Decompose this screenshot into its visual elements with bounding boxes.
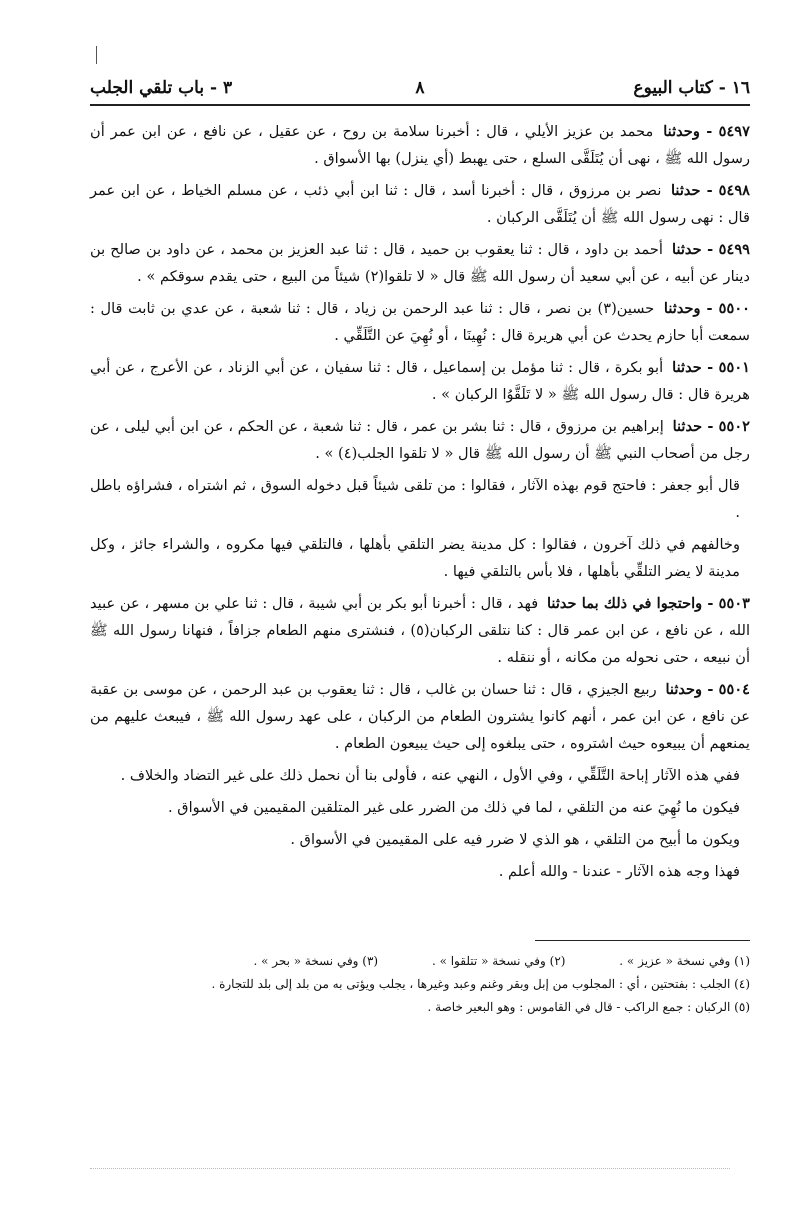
book-title: ١٦ - كتاب البيوع (633, 78, 750, 98)
hadith-number: ٥٤٩٧ - وحدثنا (663, 123, 750, 140)
hadith-5504 (90, 676, 750, 757)
hadith-text: فهد ، قال : أخبرنا أبو بكر بن أبي شيبة ، قال : ثنا علي بن مسهر ، عن عبيد الله ، عن نافع ، عن ابن عمر قال : كنا نتلقى الركبان(٥) ، فنشترى منهم الطعام جزافاً ، فنهانا رسول الله ﷺ أن نبيعه ، حتى نحوله من مكانه ، أو ننقله . (90, 595, 750, 666)
closing-paragraph: ويكون ما أبيح من التلقي ، هو الذي لا ضرر فيه على المقيمين في الأسواق . (290, 831, 740, 848)
footnote-3: (٣) وفي نسخة « بحر » . (253, 954, 379, 968)
hadith-number: ٥٥٠٣ - واحتجوا في ذلك بما حدثنا (546, 595, 751, 612)
hadith-5499 (90, 236, 750, 290)
hadith-number: ٥٥٠٠ - وحدثنا (663, 300, 750, 317)
hadith-text: أبو بكرة ، قال : ثنا مؤمل بن إسماعيل ، قال : ثنا سفيان ، عن أبي الزناد ، عن الأعرج ، عن أبي هريرة قال : قال رسول الله ﷺ « لا تَلَقَّوُا الركبان » . (90, 359, 750, 403)
hadith-number: ٥٥٠٢ - حدثنا (672, 418, 751, 435)
hadith-5497 (90, 118, 750, 172)
margin-mark (96, 46, 97, 64)
page-number: ٨ (415, 78, 425, 98)
hadith-5503 (90, 590, 750, 671)
hadith-number: ٥٥٠١ - حدثنا (672, 359, 751, 376)
hadith-text: أحمد بن داود ، قال : ثنا يعقوب بن حميد ، قال : ثنا عبد العزيز بن محمد ، عن داود بن صالح بن دينار عن أبيه ، عن أبي سعيد أن رسول الله ﷺ قال « لا تلقوا(٢) شيئاً من البيع ، حتى يقدم سوقكم » . (90, 241, 750, 285)
scan-edge (90, 1168, 730, 1169)
closing-paragraph: ففي هذه الآثار إباحة التَّلَقِّي ، وفي الأول ، النهي عنه ، فأولى بنا أن نحمل ذلك على غير التضاد والخلاف . (120, 767, 740, 784)
footnote-2: (٢) وفي نسخة « تتلقوا » . (431, 954, 566, 968)
hadith-5498 (90, 177, 750, 231)
hadith-text: إبراهيم بن مرزوق ، قال : ثنا بشر بن عمر ، قال : ثنا شعبة ، عن الحكم ، عن ابن أبي ليلى ، عن رجل من أصحاب النبي ﷺ أن رسول الله ﷺ قال « لا تلقوا الجلب(٤) » . (90, 418, 750, 462)
hadith-number: ٥٤٩٩ - حدثنا (672, 241, 751, 258)
closing-paragraph: فيكون ما نُهِيَ عنه من التلقي ، لما في ذلك من الضرر على غير المتلقين المقيمين في الأسواق . (168, 799, 740, 816)
footnotes (90, 950, 750, 1019)
hadith-text: ربيع الجيزي ، قال : ثنا حسان بن غالب ، قال : ثنا يعقوب بن عبد الرحمن ، عن موسى بن عقبة عن نافع ، عن ابن عمر ، أنهم كانوا يشترون الطعام من الركبان ، على عهد رسول الله ﷺ ، فيبعث عليهم من يمنعهم أن يبيعوه حيث اشتروه ، حتى يبلغوه إلى حيث يبيعون الطعام . (90, 681, 750, 752)
hadith-text: حسين(٣) بن نصر ، قال : ثنا عبد الرحمن بن زياد ، قال : ثنا شعبة ، عن عدي بن ثابت قال : سمعت أبا حازم يحدث عن أبي هريرة قال : نُهِينَا ، أو نُهِيَ عن التَّلَقِّي . (90, 300, 750, 344)
footnote-1: (١) وفي نسخة « عزيز » . (619, 954, 750, 968)
footnote-5: (٥) الركبان : جمع الراكب - قال في القاموس : وهو البعير خاصة . (427, 1000, 750, 1014)
footnote-divider (535, 940, 750, 941)
page-header (90, 74, 750, 106)
main-text (90, 118, 750, 890)
commentary-paragraph: قال أبو جعفر : فاحتج قوم بهذه الآثار ، فقالوا : من تلقى شيئاً قبل دخوله السوق ، ثم اشتراه ، فشراؤه باطل . (90, 477, 740, 521)
closing-paragraph: فهذا وجه هذه الآثار - عندنا - والله أعلم . (498, 863, 740, 880)
hadith-5502 (90, 413, 750, 467)
hadith-text: محمد بن عزيز الأيلي ، قال : أخبرنا سلامة بن روح ، عن عقيل ، عن نافع ، عن ابن عمر أن رسول الله ﷺ ، نهى أن يُتَلَقَّى السلع ، حتى يهبط (أي ينزل) بها الأسواق . (90, 123, 750, 167)
header-divider (90, 104, 750, 106)
hadith-number: ٥٥٠٤ - وحدثنا (665, 681, 750, 698)
chapter-title: ٣ - باب تلقي الجلب (90, 78, 233, 98)
footnote-4: (٤) الجلب : بفتحتين ، أي : المجلوب من إبل وبقر وغنم وعبد وغيرها ، يجلب ويؤتى به من بلد إلى بلد للتجارة . (211, 977, 750, 991)
hadith-number: ٥٤٩٨ - حدثنا (670, 182, 751, 199)
hadith-text: نصر بن مرزوق ، قال : أخبرنا أسد ، قال : ثنا ابن أبي ذئب ، عن مسلم الخياط ، عن ابن عمر قال : نهى رسول الله ﷺ أن يُتَلَقَّى الركبان . (90, 182, 750, 226)
hadith-5501 (90, 354, 750, 408)
commentary-paragraph: وخالفهم في ذلك آخرون ، فقالوا : كل مدينة يضر التلقي بأهلها ، فالتلقي فيها مكروه ، والشراء جائز ، وكل مدينة لا يضر التلقِّي بأهلها ، فلا بأس بالتلقي فيها . (90, 536, 740, 580)
footnote-row (90, 950, 750, 973)
hadith-5500 (90, 295, 750, 349)
